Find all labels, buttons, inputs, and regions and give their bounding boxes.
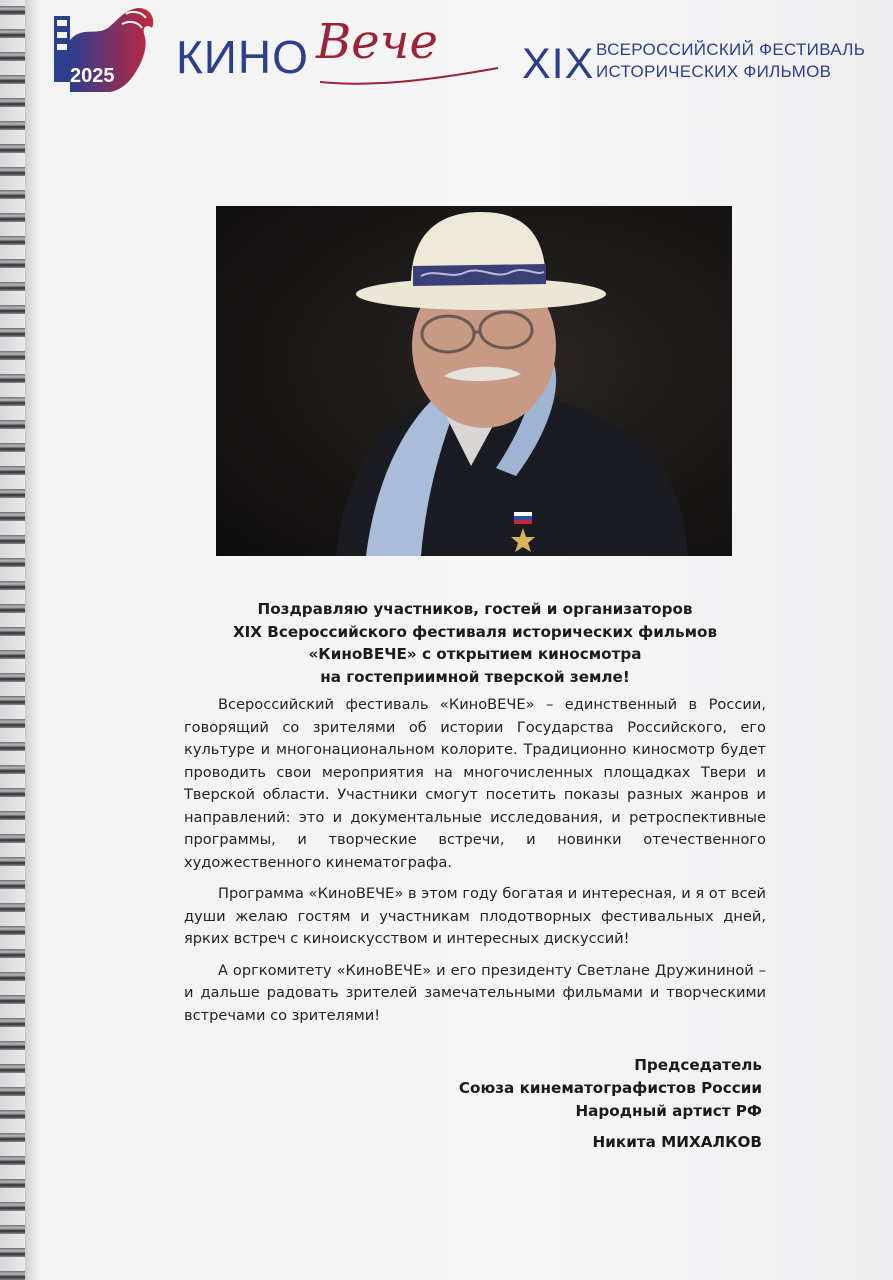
body-paragraph: Всероссийский фестиваль «КиноВЕЧЕ» – единственный в России, говорящий со зрителями об истории Государства Российского, его культуре и многонациональном колорите. Традиционно киносмотр будет проводить свои мероприятия на многочисленных площадках Твери и Тверской области. Участники смогут посетить показы разных жанров и направлений: это и документальные исследования, и ретроспективные программы, и творческие встречи, и новинки отечественного художественного кинематографа.	[184, 696, 766, 871]
signature-honor: Народный артист РФ	[575, 1102, 762, 1120]
body-paragraph: Программа «КиноВЕЧЕ» в этом году богатая и интересная, и я от всей души желаю гостям и участникам плодотворных фестивальных дней, ярких встреч с киноискусством и интересных дискуссий!	[184, 885, 766, 947]
greeting-line: XIX Всероссийского фестиваля исторических фильмов	[232, 622, 718, 641]
greeting-heading	[180, 598, 770, 688]
greeting-line: на гостеприимной тверской земле!	[320, 667, 630, 686]
brand-kino-text: КИНО	[176, 31, 309, 83]
portrait-illustration	[216, 206, 732, 556]
binding-shadow	[26, 0, 38, 1280]
spiral-binding	[0, 0, 26, 1280]
greeting-line: «КиноВЕЧЕ» с открытием киносмотра	[308, 645, 642, 663]
festival-title-line2: ИСТОРИЧЕСКИХ ФИЛЬМОВ	[596, 62, 832, 81]
letter-body	[184, 694, 766, 1036]
logo-year: 2025	[70, 65, 115, 87]
festival-header	[0, 0, 893, 110]
festival-title-line1: ВСЕРОССИЙСКИЙ ФЕСТИВАЛЬ	[596, 40, 866, 59]
body-paragraph: А оргкомитету «КиноВЕЧЕ» и его президенту Светлане Дружининой – и дальше радовать зрителей замечательными фильмами и творческими встречами со зрителями!	[184, 961, 766, 1024]
brand-veche-text: Вече	[316, 14, 438, 70]
portrait-photo	[216, 206, 732, 556]
signature-organization: Союза кинематографистов России	[458, 1079, 762, 1097]
festival-number: XIX	[522, 40, 595, 88]
signature-name: Никита МИХАЛКОВ	[592, 1133, 762, 1151]
greeting-line: Поздравляю участников, гостей и организаторов	[257, 600, 693, 618]
signature-title: Председатель	[634, 1056, 762, 1074]
festival-logo-icon	[52, 6, 158, 98]
signature-block	[360, 1054, 762, 1154]
brand-swash-icon	[320, 60, 500, 90]
